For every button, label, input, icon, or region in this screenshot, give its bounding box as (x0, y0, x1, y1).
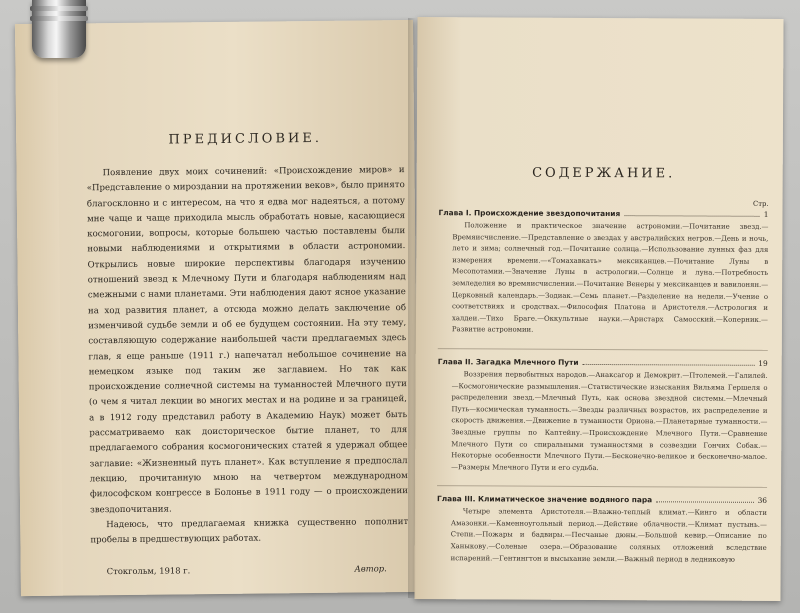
dot-leader (656, 496, 753, 504)
chapter-1-summary: Положение и практическое значение астрономии.—Почитание звезд.—Времяисчисление.—Представление о звездах у австралийских негров.—День и ночь, лето и зима; солнечный год.—Почитание солнца.—Использование лунных фаз для измерения времени.—«Томахавкать» мексиканцев.—Почитание Луны в Месопотамии.—Значение Луны в астрологии.—Солнце и луна.—Потребность земледелия во времяисчислении.—Почитание Венеры у мексиканцев и вавилонян.—Церковный календарь.—Зодиак.—Семь планет.—Разделение на недели.—Учение о соответствиях и сродствах.—Философия Платона и Аристотеля.—Астрология и халдеи.—Тихо Браге.—Оккультные науки.—Аристарх Самосский.—Коперник.—Развитие астрономии. (451, 221, 769, 335)
chapter-1-title: Глава I. Происхождение звездопочитания (438, 208, 621, 219)
chapter-3-title: Глава III. Климатическое значение водяного пара (436, 494, 653, 505)
metal-weight (28, 0, 90, 64)
dot-leader (583, 358, 755, 366)
dot-leader (624, 209, 760, 217)
left-page-edge (15, 24, 63, 596)
chapter-2-summary: Воззрения первобытных народов.—Анаксагор и Демокрит.—Птолемей.—Галилей.—Космогонические размышления.—Статистические изыскания Вильяма Гершеля о распределении звезд.—Млечный Путь, как основа звездной системы.—Млечный Путь—космическая туманность.—Звезды различных возрастов, их распределение и скорость движения.—Движение в туманности Ориона.—Планетарные туманности.—Звездные группы по Каптейну.—Происхождение Млечного Пути.—Сравнение Млечного Пути со спиральными туманностями в созвездии Гончих Собак.—Некоторые особенности Млечного Пути.—Бесконечно-великое и бесконечно-малое.—Размеры Млечного Пути и его судьба. (451, 370, 768, 472)
chapter-2-page: 19 (758, 358, 768, 368)
chapter-1 (438, 208, 769, 338)
divider (437, 485, 767, 488)
preface-paragraph-2: Надеюсь, что предлагаемая книжка существенно пополнит пробелы в предшествующих работах. (90, 516, 409, 546)
chapter-1-heading (438, 208, 768, 219)
preface-heading: ПРЕДИСЛОВИЕ. (168, 130, 323, 148)
chapter-3-page: 36 (757, 496, 768, 506)
right-page (414, 17, 783, 601)
chapter-3-summary: Четыре элемента Аристотеля.—Влажно-теплый климат.—Кинго и области Амазонки.—Каменноугольный период.—Действие облачности.—Климат пустынь.—Степи.—Пожары и бадвиры.—Песчаные дюны.—Большой кевир.—Описание по Ханыкову.—Соленые озера.—Образование соляных отложений вследствие испарений.—Гентингтон и высыхание земли.—Важный период в ледниковую (450, 507, 767, 564)
chapter-3-heading (437, 494, 767, 505)
author-signature: Автор. (354, 563, 387, 574)
place-date: Стокгольм, 1918 г. (106, 565, 191, 577)
contents-heading: СОДЕРЖАНИЕ. (532, 165, 676, 182)
chapter-2-title: Глава II. Загадка Млечного Пути (437, 357, 579, 367)
table-of-contents (437, 165, 769, 578)
chapter-2 (437, 357, 768, 475)
preface-paragraph-1: Появление двух моих сочинений: «Происхождение миров» и «Представление о мироздании на протяжении веков», было принято благосклонно и с интересом, на что я едва мог надеяться, а потому мне чаще и чаще приходила мысль обработать новые, касающиеся космогонии, вопросы, которые большею частью поставлены были новыми наблюдениями и открытиями в области астрономии. Открылись новые широкие перспективы благодаря изучению отношений звезд к Млечному Пути и благодаря наблюдениям над смежными с нами планетами. Эти наблюдения дают ясное указание на ход развития планет, а отсюда можно делать заключение об изменчивой судьбе земли и об ее будущем состоянии. На эту тему, составляющую содержание наибольшей части предлагаемых здесь глав, я еще раньше (1911 г.) напечатал небольшое сочинение на немецком языке под таким же заглавием. Но так как происхождение солнечной системы на туманностей Млечного пути (о чем я читал лекции во многих местах и на родине и за границей, а в 1912 году представил работу в Академию Наук) может быть рассматриваемо как доисторическое бытие планет, то для предлагаемого собрания космогонических статей я удержал общее заглавие: «Жизненный путь планет». Как вступление я предпослал лекцию, прочитанную мною на четвертом международном философском конгрессе в Болонье в 1911 году — о происхождении звездопочитания. (86, 165, 408, 515)
chapter-1-page: 1 (763, 209, 769, 219)
divider (438, 348, 768, 351)
preface (86, 130, 409, 581)
preface-signoff (91, 563, 409, 580)
weight-rim (30, 16, 88, 21)
weight-rim (30, 6, 88, 11)
chapter-3 (437, 494, 767, 566)
page-column-label: Стр. (753, 199, 769, 208)
book-gutter (408, 18, 422, 598)
left-page (15, 20, 419, 596)
chapter-2-heading (438, 357, 768, 368)
